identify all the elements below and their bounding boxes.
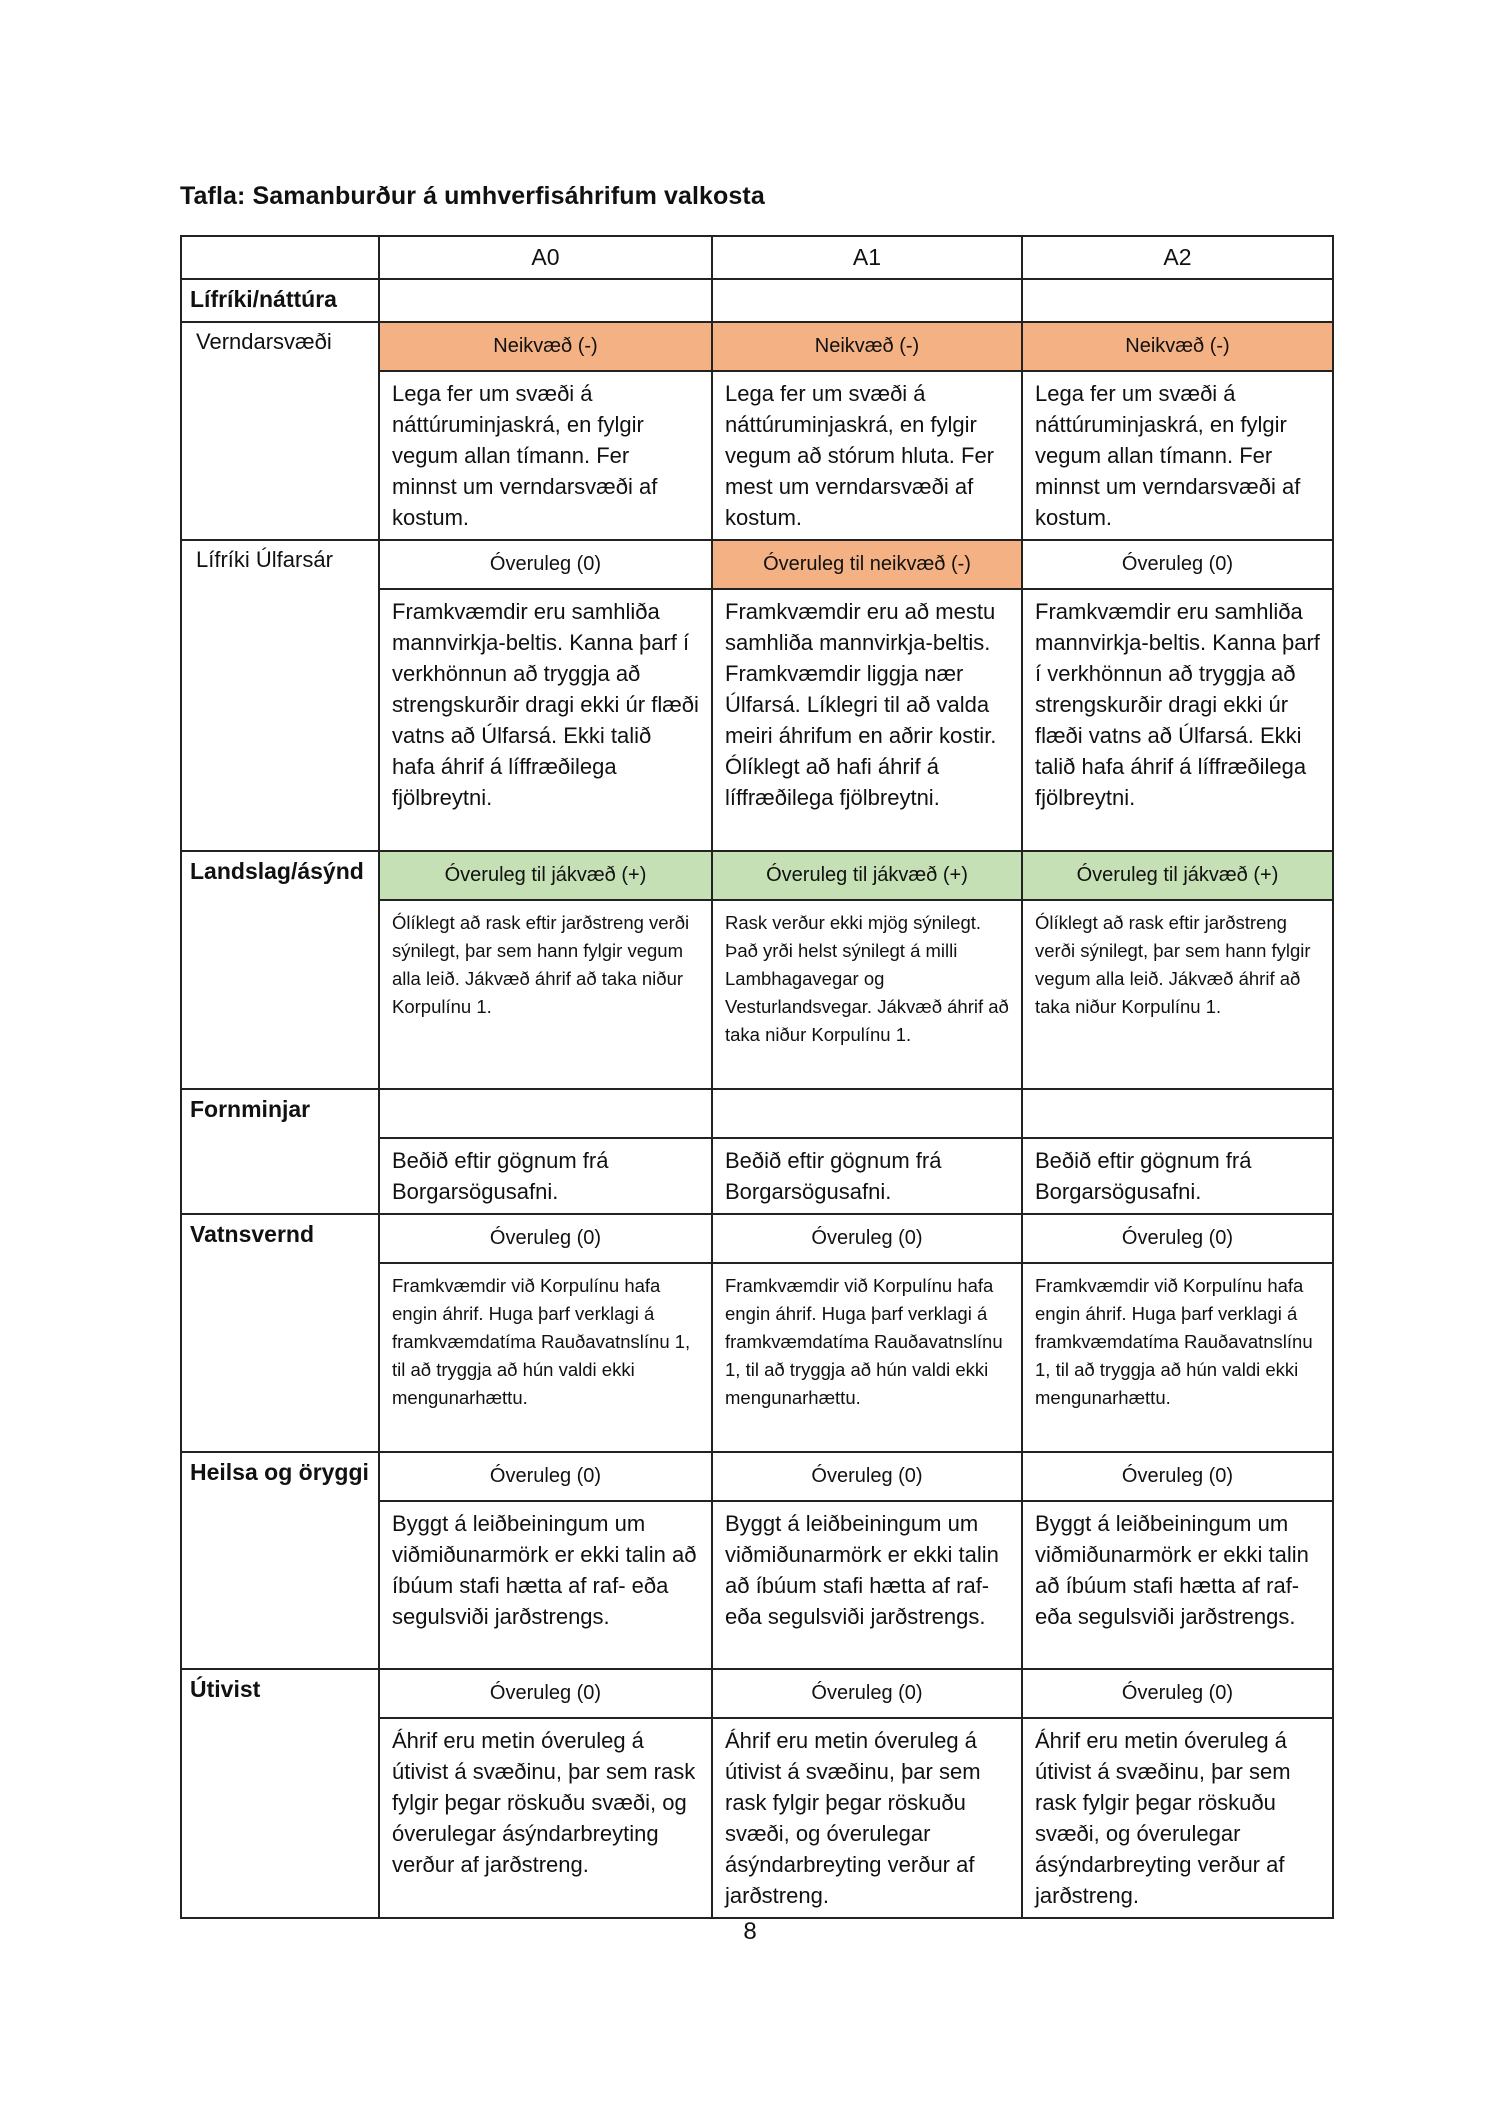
category-utivist: Útivist (181, 1669, 379, 1918)
header-row (181, 236, 1333, 279)
empty-cell (712, 279, 1022, 322)
column-header-a0: A0 (379, 236, 712, 279)
rating-cell: Óveruleg (0) (712, 1452, 1022, 1501)
description-cell: Ólíklegt að rask eftir jarðstreng verði sýnilegt, þar sem hann fylgir vegum alla leið. Jákvæð áhrif að taka niður Korpulínu 1. (379, 900, 712, 1089)
rating-cell: Neikvæð (-) (1022, 322, 1333, 371)
subcategory-ulfarsa: Lífríki Úlfarsár (181, 540, 379, 851)
description-cell: Byggt á leiðbeiningum um viðmiðunarmörk er ekki talin að íbúum stafi hætta af raf- eða segulsviði jarðstrengs. (379, 1501, 712, 1669)
table-row (181, 1669, 1333, 1718)
subcategory-verndarsvaedi: Verndarsvæði (181, 322, 379, 540)
table-row (181, 1089, 1333, 1138)
column-header-a1: A1 (712, 236, 1022, 279)
rating-cell: Óveruleg (0) (712, 1669, 1022, 1718)
description-cell: Byggt á leiðbeiningum um viðmiðunarmörk er ekki talin að íbúum stafi hætta af raf- eða segulsviði jarðstrengs. (1022, 1501, 1333, 1669)
table-row (181, 1214, 1333, 1263)
description-cell: Framkvæmdir eru samhliða mannvirkja-beltis. Kanna þarf í verkhönnun að tryggja að strengskurðir dragi ekki úr flæði vatns að Úlfarsá. Ekki talið hafa áhrif á líffræðilega fjölbreytni. (1022, 589, 1333, 851)
rating-cell: Óveruleg til jákvæð (+) (1022, 851, 1333, 900)
description-cell: Áhrif eru metin óveruleg á útivist á svæðinu, þar sem rask fylgir þegar röskuðu svæði, og óverulegar ásýndarbreyting verður af jarðstreng. (379, 1718, 712, 1918)
column-header-a2: A2 (1022, 236, 1333, 279)
table-title: Tafla: Samanburður á umhverfisáhrifum valkosta (180, 182, 765, 210)
description-cell: Framkvæmdir við Korpulínu hafa engin áhrif. Huga þarf verklagi á framkvæmdatíma Rauðavatnslínu 1, til að tryggja að hún valdi ekki mengunarhættu. (1022, 1263, 1333, 1452)
description-cell: Byggt á leiðbeiningum um viðmiðunarmörk er ekki talin að íbúum stafi hætta af raf- eða segulsviði jarðstrengs. (712, 1501, 1022, 1669)
rating-cell: Óveruleg (0) (379, 1214, 712, 1263)
rating-cell: Óveruleg til neikvæð (-) (712, 540, 1022, 589)
description-cell: Ólíklegt að rask eftir jarðstreng verði sýnilegt, þar sem hann fylgir vegum alla leið. Jákvæð áhrif að taka niður Korpulínu 1. (1022, 900, 1333, 1089)
rating-cell: Óveruleg (0) (379, 540, 712, 589)
description-cell: Lega fer um svæði á náttúruminjaskrá, en fylgir vegum allan tímann. Fer minnst um verndarsvæði af kostum. (1022, 371, 1333, 540)
description-cell: Framkvæmdir eru samhliða mannvirkja-beltis. Kanna þarf í verkhönnun að tryggja að strengskurðir dragi ekki úr flæði vatns að Úlfarsá. Ekki talið hafa áhrif á líffræðilega fjölbreytni. (379, 589, 712, 851)
header-empty-cell (181, 236, 379, 279)
rating-cell: Óveruleg (0) (1022, 1669, 1333, 1718)
table-row (181, 322, 1333, 371)
rating-cell: Óveruleg (0) (1022, 1214, 1333, 1263)
rating-cell: Neikvæð (-) (379, 322, 712, 371)
table-row (181, 851, 1333, 900)
category-fornminjar: Fornminjar (181, 1089, 379, 1214)
description-cell: Beðið eftir gögnum frá Borgarsögusafni. (1022, 1138, 1333, 1214)
rating-cell: Óveruleg (0) (379, 1452, 712, 1501)
page-number: 8 (743, 1918, 757, 1945)
rating-cell: Óveruleg til jákvæð (+) (712, 851, 1022, 900)
description-cell: Lega fer um svæði á náttúruminjaskrá, en fylgir vegum að stórum hluta. Fer mest um verndarsvæði af kostum. (712, 371, 1022, 540)
description-cell: Framkvæmdir við Korpulínu hafa engin áhrif. Huga þarf verklagi á framkvæmdatíma Rauðavatnslínu 1, til að tryggja að hún valdi ekki mengunarhættu. (712, 1263, 1022, 1452)
rating-cell: Óveruleg til jákvæð (+) (379, 851, 712, 900)
empty-cell (379, 279, 712, 322)
rating-cell: Óveruleg (0) (712, 1214, 1022, 1263)
category-lifriki: Lífríki/náttúra (181, 279, 379, 322)
description-cell: Framkvæmdir við Korpulínu hafa engin áhrif. Huga þarf verklagi á framkvæmdatíma Rauðavatnslínu 1, til að tryggja að hún valdi ekki mengunarhættu. (379, 1263, 712, 1452)
description-cell: Rask verður ekki mjög sýnilegt. Það yrði helst sýnilegt á milli Lambhagavegar og Vesturlandsvegar. Jákvæð áhrif að taka niður Korpulínu 1. (712, 900, 1022, 1089)
empty-cell (712, 1089, 1022, 1138)
empty-cell (1022, 279, 1333, 322)
empty-cell (1022, 1089, 1333, 1138)
comparison-table (180, 235, 1334, 1919)
rating-cell: Óveruleg (0) (1022, 1452, 1333, 1501)
description-cell: Áhrif eru metin óveruleg á útivist á svæðinu, þar sem rask fylgir þegar röskuðu svæði, og óverulegar ásýndarbreyting verður af jarðstreng. (1022, 1718, 1333, 1918)
rating-cell: Óveruleg (0) (1022, 540, 1333, 589)
rating-cell: Óveruleg (0) (379, 1669, 712, 1718)
description-cell: Beðið eftir gögnum frá Borgarsögusafni. (379, 1138, 712, 1214)
rating-cell: Neikvæð (-) (712, 322, 1022, 371)
table-row (181, 1452, 1333, 1501)
empty-cell (379, 1089, 712, 1138)
description-cell: Áhrif eru metin óveruleg á útivist á svæðinu, þar sem rask fylgir þegar röskuðu svæði, og óverulegar ásýndarbreyting verður af jarðstreng. (712, 1718, 1022, 1918)
description-cell: Beðið eftir gögnum frá Borgarsögusafni. (712, 1138, 1022, 1214)
description-cell: Framkvæmdir eru að mestu samhliða mannvirkja-beltis. Framkvæmdir liggja nær Úlfarsá. Líklegri til að valda meiri áhrifum en aðrir kostir. Ólíklegt að hafi áhrif á líffræðilega fjölbreytni. (712, 589, 1022, 851)
category-vatnsvernd: Vatnsvernd (181, 1214, 379, 1452)
description-cell: Lega fer um svæði á náttúruminjaskrá, en fylgir vegum allan tímann. Fer minnst um verndarsvæði af kostum. (379, 371, 712, 540)
table-row (181, 279, 1333, 322)
category-landslag: Landslag/ásýnd (181, 851, 379, 1089)
table-row (181, 540, 1333, 589)
category-heilsa: Heilsa og öryggi (181, 1452, 379, 1669)
